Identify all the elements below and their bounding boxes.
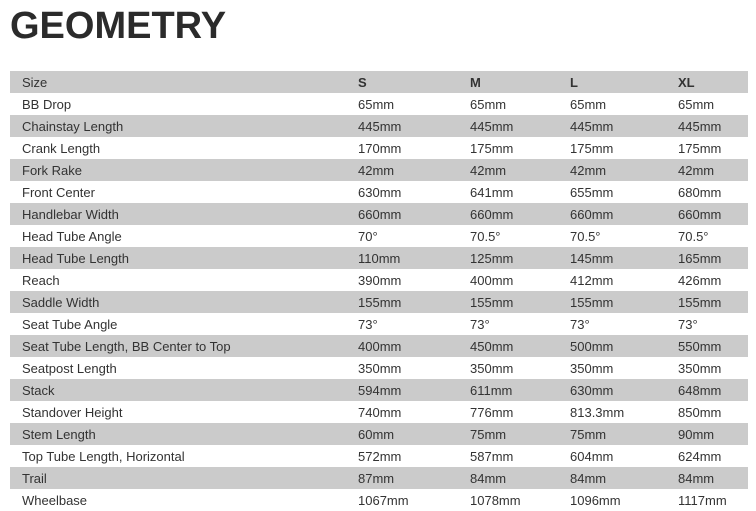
row-value: 155mm xyxy=(470,294,514,310)
table-row xyxy=(10,93,748,115)
row-value: 175mm xyxy=(470,140,514,156)
column-header-xl: XL xyxy=(678,74,695,90)
row-value: 175mm xyxy=(678,140,722,156)
row-label: Front Center xyxy=(22,184,95,200)
row-value: 400mm xyxy=(470,272,514,288)
row-value: 660mm xyxy=(570,206,614,222)
row-value: 125mm xyxy=(470,250,514,266)
row-value: 84mm xyxy=(678,470,715,486)
row-value: 165mm xyxy=(678,250,722,266)
row-value: 1078mm xyxy=(470,492,521,508)
page xyxy=(0,5,756,511)
row-value: 65mm xyxy=(358,96,395,112)
row-value: 426mm xyxy=(678,272,722,288)
row-value: 648mm xyxy=(678,382,722,398)
row-label: Head Tube Length xyxy=(22,250,129,266)
row-value: 1117mm xyxy=(678,492,727,508)
row-value: 350mm xyxy=(678,360,722,376)
row-label: Wheelbase xyxy=(22,492,88,508)
row-value: 155mm xyxy=(358,294,402,310)
row-value: 740mm xyxy=(358,404,402,420)
row-value: 73° xyxy=(470,316,490,332)
row-value: 70.5° xyxy=(570,228,601,244)
table-row xyxy=(10,335,748,357)
column-header-m: M xyxy=(470,74,481,90)
table-row xyxy=(10,247,748,269)
table-row xyxy=(10,225,748,247)
table-row xyxy=(10,423,748,445)
row-label: Fork Rake xyxy=(22,162,82,178)
row-label: Saddle Width xyxy=(22,294,100,310)
table-row xyxy=(10,291,748,313)
row-value: 84mm xyxy=(470,470,507,486)
geometry-table xyxy=(10,71,748,511)
page-title: GEOMETRY xyxy=(10,5,227,47)
row-value: 412mm xyxy=(570,272,614,288)
row-value: 73° xyxy=(570,316,590,332)
row-label: Stem Length xyxy=(22,426,96,442)
row-value: 75mm xyxy=(470,426,507,442)
row-value: 110mm xyxy=(358,250,401,266)
row-value: 65mm xyxy=(570,96,607,112)
row-value: 572mm xyxy=(358,448,402,464)
row-value: 813.3mm xyxy=(570,404,625,420)
row-value: 445mm xyxy=(470,118,514,134)
table-row xyxy=(10,203,748,225)
row-label: Seat Tube Angle xyxy=(22,316,118,332)
table-row xyxy=(10,445,748,467)
row-value: 90mm xyxy=(678,426,715,442)
column-header-s: S xyxy=(358,74,367,90)
table-body xyxy=(10,93,748,511)
row-value: 42mm xyxy=(678,162,715,178)
row-value: 630mm xyxy=(570,382,614,398)
row-value: 655mm xyxy=(570,184,614,200)
row-value: 660mm xyxy=(470,206,514,222)
table-row xyxy=(10,269,748,291)
row-label: Seat Tube Length, BB Center to Top xyxy=(22,338,231,354)
row-value: 42mm xyxy=(358,162,395,178)
row-value: 70.5° xyxy=(470,228,501,244)
table-row xyxy=(10,159,748,181)
row-value: 587mm xyxy=(470,448,514,464)
row-value: 1096mm xyxy=(570,492,621,508)
row-value: 65mm xyxy=(470,96,507,112)
row-value: 604mm xyxy=(570,448,614,464)
row-label: Standover Height xyxy=(22,404,123,420)
table-row xyxy=(10,379,748,401)
row-value: 84mm xyxy=(570,470,607,486)
row-value: 500mm xyxy=(570,338,614,354)
row-label: Head Tube Angle xyxy=(22,228,122,244)
table-row xyxy=(10,181,748,203)
row-value: 445mm xyxy=(358,118,402,134)
row-value: 350mm xyxy=(358,360,402,376)
row-value: 145mm xyxy=(570,250,614,266)
table-row xyxy=(10,489,748,511)
row-value: 630mm xyxy=(358,184,402,200)
row-value: 42mm xyxy=(570,162,607,178)
row-value: 594mm xyxy=(358,382,402,398)
table-header-row xyxy=(10,71,748,93)
row-value: 75mm xyxy=(570,426,607,442)
table-row xyxy=(10,467,748,489)
row-value: 70° xyxy=(358,228,378,244)
row-label: Crank Length xyxy=(22,140,101,156)
row-value: 73° xyxy=(358,316,378,332)
table-row xyxy=(10,115,748,137)
row-value: 65mm xyxy=(678,96,715,112)
row-value: 1067mm xyxy=(358,492,409,508)
row-label: BB Drop xyxy=(22,96,72,112)
row-value: 70.5° xyxy=(678,228,709,244)
row-label: Top Tube Length, Horizontal xyxy=(22,448,185,464)
row-value: 660mm xyxy=(678,206,722,222)
row-value: 170mm xyxy=(358,140,402,156)
row-value: 660mm xyxy=(358,206,402,222)
row-value: 350mm xyxy=(470,360,514,376)
table-row xyxy=(10,357,748,379)
column-header-l: L xyxy=(570,74,578,90)
row-value: 175mm xyxy=(570,140,614,156)
row-value: 611mm xyxy=(470,382,513,398)
table-row xyxy=(10,313,748,335)
row-value: 445mm xyxy=(570,118,614,134)
row-value: 624mm xyxy=(678,448,722,464)
row-value: 680mm xyxy=(678,184,722,200)
row-label: Seatpost Length xyxy=(22,360,117,376)
row-value: 155mm xyxy=(678,294,722,310)
row-label: Trail xyxy=(22,470,47,486)
row-value: 350mm xyxy=(570,360,614,376)
row-value: 550mm xyxy=(678,338,722,354)
row-value: 73° xyxy=(678,316,698,332)
row-value: 850mm xyxy=(678,404,722,420)
table-row xyxy=(10,137,748,159)
row-value: 641mm xyxy=(470,184,514,200)
row-value: 42mm xyxy=(470,162,507,178)
row-label: Reach xyxy=(22,272,60,288)
row-value: 450mm xyxy=(470,338,514,354)
row-label: Stack xyxy=(22,382,55,398)
row-label: Chainstay Length xyxy=(22,118,124,134)
row-value: 155mm xyxy=(570,294,614,310)
table-row xyxy=(10,401,748,423)
row-value: 87mm xyxy=(358,470,395,486)
row-value: 445mm xyxy=(678,118,722,134)
row-value: 776mm xyxy=(470,404,514,420)
row-label: Handlebar Width xyxy=(22,206,119,222)
row-value: 400mm xyxy=(358,338,402,354)
row-value: 390mm xyxy=(358,272,402,288)
row-value: 60mm xyxy=(358,426,395,442)
column-header-size: Size xyxy=(22,74,48,90)
